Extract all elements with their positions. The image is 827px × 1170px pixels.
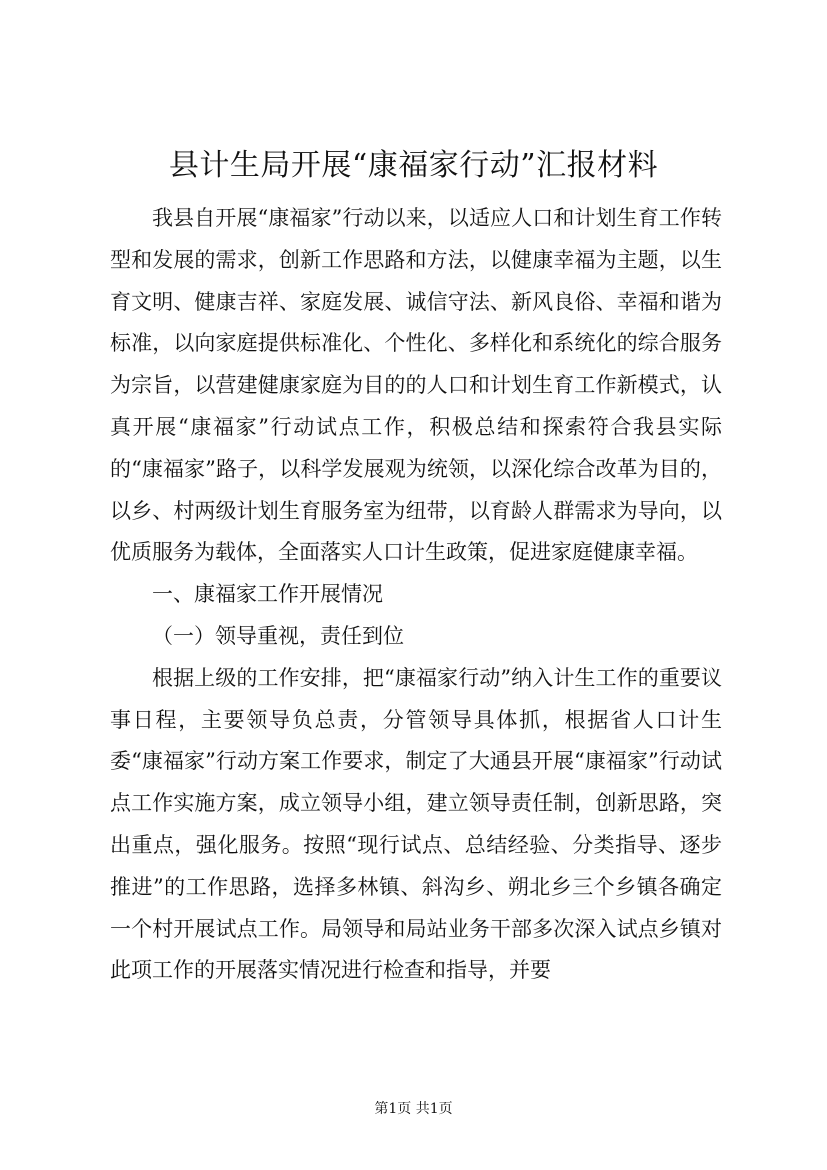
intro-paragraph: 我县自开展“康福家”行动以来，以适应人口和计划生育工作转型和发展的需求，创新工作思路和方法，以健康幸福为主题，以生育文明、健康吉祥、家庭发展、诚信守法、新风良俗、幸福和谐为标准，以向家庭提供标准化、个性化、多样化和系统化的综合服务为宗旨，以营建健康家庭为目的的人口和计划生育工作新模式，认真开展“康福家”行动试点工作，积极总结和探索符合我县实际的“康福家”路子，以科学发展观为统领，以深化综合改革为目的，以乡、村两级计划生育服务室为纽带，以育龄人群需求为导向，以优质服务为载体，全面落实人口计生政策，促进家庭健康幸福。: [110, 206, 722, 565]
document-body: [110, 198, 722, 992]
section-heading: 一、康福家工作开展情况: [152, 582, 383, 607]
body-paragraph: 根据上级的工作安排，把“康福家行动”纳入计生工作的重要议事日程，主要领导负总责，分管领导具体抓，根据省人口计生委“康福家”行动方案工作要求，制定了大通县开展“康福家”行动试点工作实施方案，成立领导小组，建立领导责任制，创新思路，突出重点，强化服务。按照“现行试点、总结经验、分类指导、逐步推进”的工作思路，选择多林镇、斜沟乡、朔北乡三个乡镇各确定一个村开展试点工作。局领导和局站业务干部多次深入试点乡镇对此项工作的开展落实情况进行检查和指导，并要: [110, 665, 722, 983]
page-footer: 第1页 共1页: [374, 1101, 453, 1117]
subsection-heading: （一）领导重视，责任到位: [152, 623, 404, 648]
document-title: 县计生局开展“康福家行动”汇报材料: [168, 148, 659, 183]
